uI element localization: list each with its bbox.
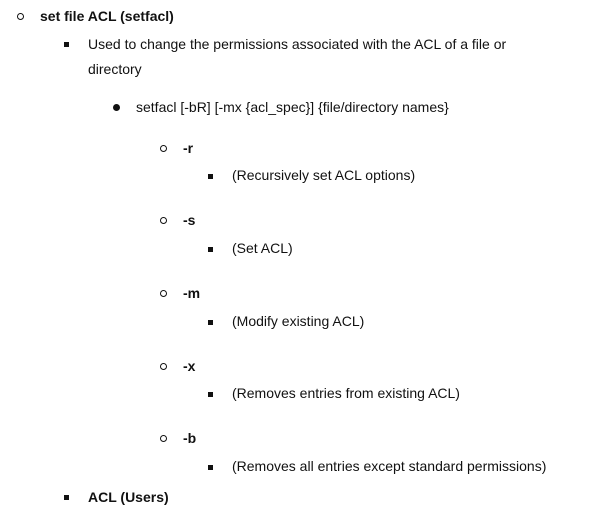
option-description: (Removes entries from existing ACL) <box>232 385 460 401</box>
option-flag: -m <box>183 285 201 301</box>
option-flag: -b <box>183 430 197 446</box>
description-line-1: Used to change the permissions associated with the ACL of a file or <box>88 36 507 52</box>
heading-bullet-circle <box>17 13 24 20</box>
option-desc-bullet-square <box>208 392 213 397</box>
next-item-bullet-square <box>64 495 69 500</box>
option-desc-bullet-square <box>208 247 213 252</box>
description-line-2: directory <box>88 61 142 77</box>
option-description: (Recursively set ACL options) <box>232 167 416 183</box>
syntax-line: setfacl [-bR] [-mx {acl_spec}] {file/directory names} <box>136 99 449 115</box>
option-flag: -x <box>183 358 196 374</box>
option-description: (Set ACL) <box>232 240 293 256</box>
next-item-heading: ACL (Users) <box>88 489 169 505</box>
option-bullet-circle <box>160 145 167 152</box>
option-flag: -s <box>183 212 196 228</box>
option-flag: -r <box>183 140 194 156</box>
option-bullet-circle <box>160 217 167 224</box>
option-bullet-circle <box>160 290 167 297</box>
description-bullet-square <box>64 42 69 47</box>
option-desc-bullet-square <box>208 174 213 179</box>
option-desc-bullet-square <box>208 320 213 325</box>
syntax-bullet-dot <box>113 104 120 111</box>
section-heading: set file ACL (setfacl) <box>40 8 174 24</box>
option-desc-bullet-square <box>208 465 213 470</box>
option-bullet-circle <box>160 363 167 370</box>
option-description: (Modify existing ACL) <box>232 313 365 329</box>
option-bullet-circle <box>160 435 167 442</box>
option-description: (Removes all entries except standard permissions) <box>232 458 547 474</box>
